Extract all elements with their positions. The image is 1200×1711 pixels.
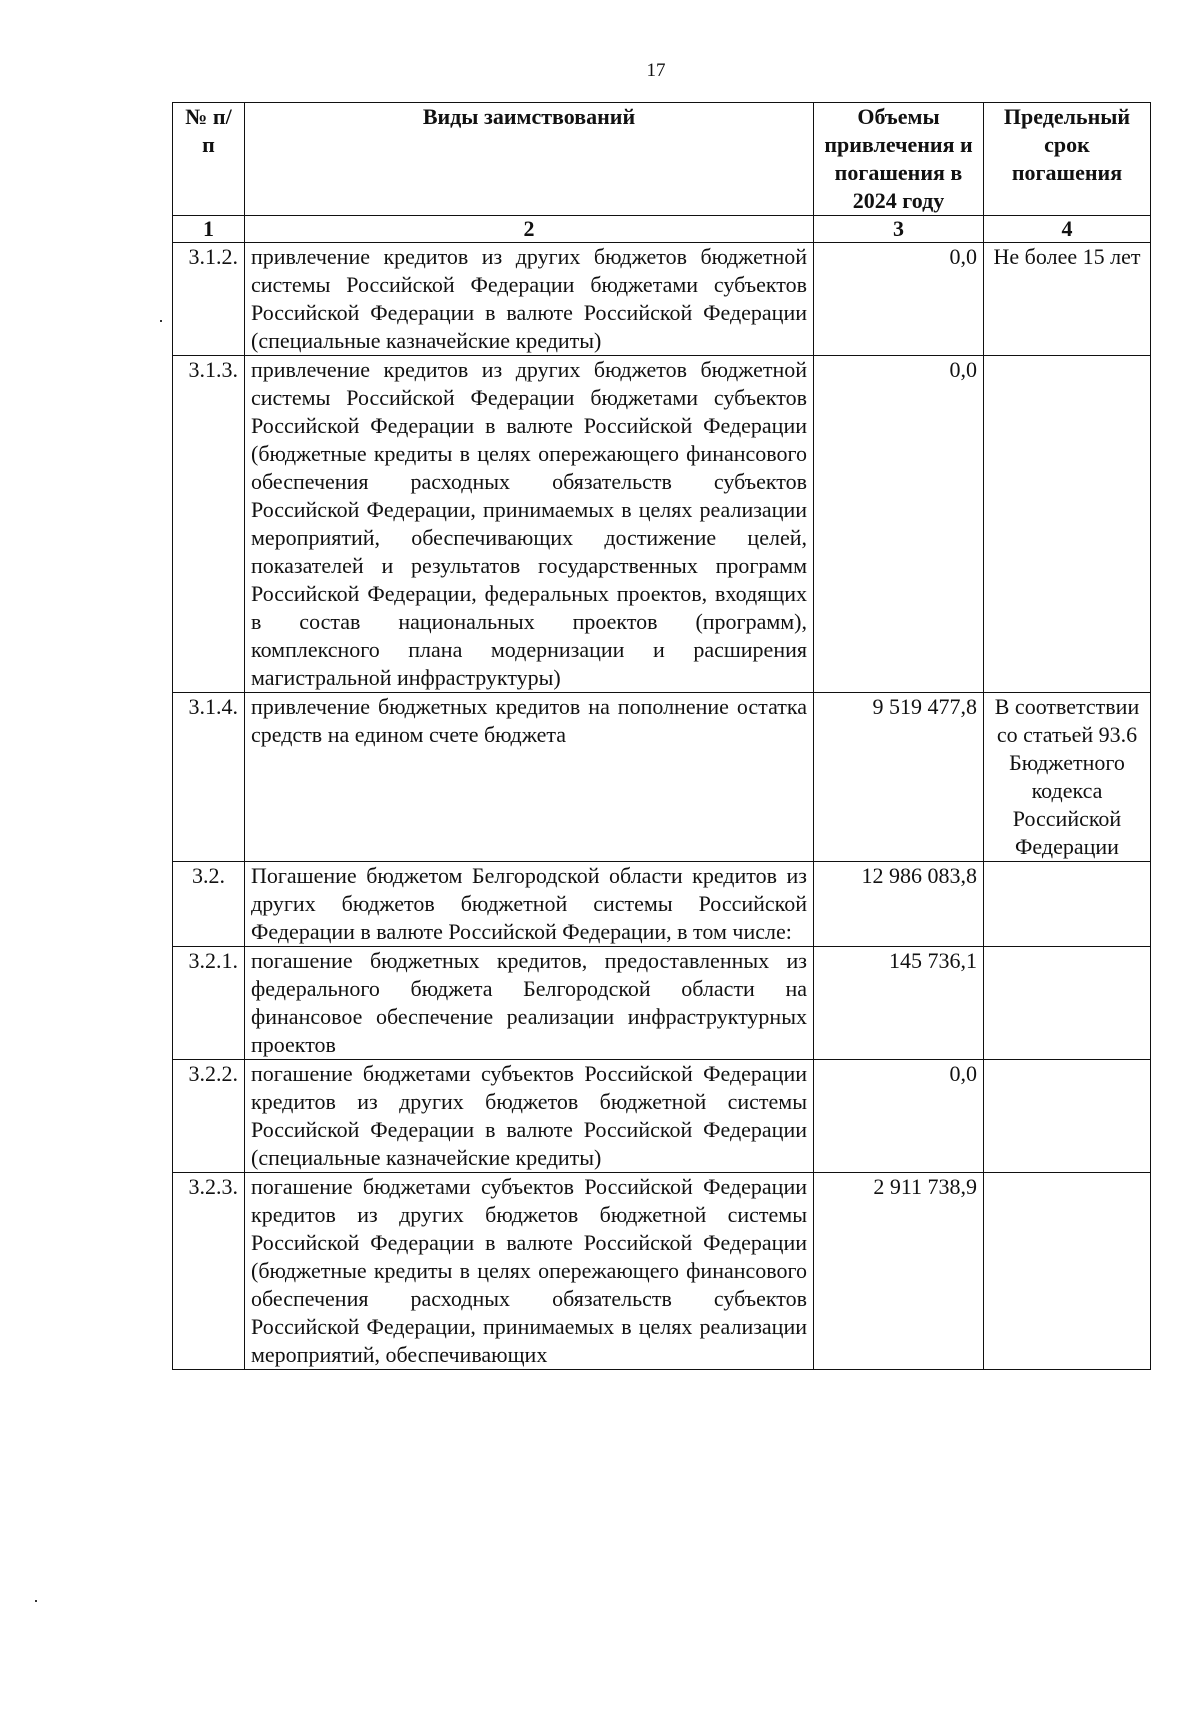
row-amount: 2 911 738,9 xyxy=(814,1173,984,1370)
row-amount: 0,0 xyxy=(814,243,984,356)
row-limit xyxy=(984,1060,1151,1173)
row-text: привлечение кредитов из других бюджетов бюджетной системы Российской Федерации бюджетами субъектов Российской Федерации в валюте Российской Федерации (бюджетные кредиты в целях опережающего финансового обеспечения расходных обязательств субъектов Российской Федерации, принимаемых в целях реализации мероприятий, обеспечивающих достижение целей, показателей и результатов государственных программ Российской Федерации, федеральных проектов, входящих в состав национальных проектов (программ), комплексного плана модернизации и расширения магистральной инфраструктуры) xyxy=(245,356,814,693)
column-number: 2 xyxy=(245,216,814,243)
row-text: привлечение бюджетных кредитов на пополнение остатка средств на едином счете бюджета xyxy=(245,693,814,862)
row-number: 3.2. xyxy=(173,862,245,947)
table-header-row xyxy=(173,103,1151,216)
column-number: 3 xyxy=(814,216,984,243)
row-limit: Не более 15 лет xyxy=(984,243,1151,356)
row-amount: 12 986 083,8 xyxy=(814,862,984,947)
header-kind: Виды заимствований xyxy=(245,103,814,216)
row-text: привлечение кредитов из других бюджетов бюджетной системы Российской Федерации бюджетами субъектов Российской Федерации в валюте Российской Федерации (специальные казначейские кредиты) xyxy=(245,243,814,356)
table-row xyxy=(173,693,1151,862)
row-text: Погашение бюджетом Белгородской области кредитов из других бюджетов бюджетной системы Российской Федерации в валюте Российской Федерации, в том числе: xyxy=(245,862,814,947)
column-number: 4 xyxy=(984,216,1151,243)
row-number: 3.1.4. xyxy=(173,693,245,862)
header-limit: Предельный срок погашения xyxy=(984,103,1151,216)
header-no: № п/п xyxy=(173,103,245,216)
table-row xyxy=(173,356,1151,693)
row-limit xyxy=(984,862,1151,947)
row-amount: 0,0 xyxy=(814,356,984,693)
table-row xyxy=(173,947,1151,1060)
row-amount: 9 519 477,8 xyxy=(814,693,984,862)
row-number: 3.2.1. xyxy=(173,947,245,1060)
column-number-row xyxy=(173,216,1151,243)
row-limit xyxy=(984,947,1151,1060)
borrowing-table xyxy=(172,102,1151,1370)
row-limit: В соответствии со статьей 93.6 Бюджетного кодекса Российской Федерации xyxy=(984,693,1151,862)
table-row xyxy=(173,243,1151,356)
scan-speck xyxy=(160,320,162,322)
row-limit xyxy=(984,356,1151,693)
scan-speck xyxy=(35,1600,37,1602)
row-number: 3.2.3. xyxy=(173,1173,245,1370)
page-number: 17 xyxy=(646,60,666,81)
table-row xyxy=(173,862,1151,947)
row-number: 3.2.2. xyxy=(173,1060,245,1173)
row-number: 3.1.2. xyxy=(173,243,245,356)
column-number: 1 xyxy=(173,216,245,243)
row-text: погашение бюджетных кредитов, предоставленных из федерального бюджета Белгородской области на финансовое обеспечение реализации инфраструктурных проектов xyxy=(245,947,814,1060)
row-text: погашение бюджетами субъектов Российской Федерации кредитов из других бюджетов бюджетной системы Российской Федерации в валюте Российской Федерации (бюджетные кредиты в целях опережающего финансового обеспечения расходных обязательств субъектов Российской Федерации, принимаемых в целях реализации мероприятий, обеспечивающих xyxy=(245,1173,814,1370)
header-volume: Объемы привлечения и погашения в 2024 году xyxy=(814,103,984,216)
table-row xyxy=(173,1173,1151,1370)
row-text: погашение бюджетами субъектов Российской Федерации кредитов из других бюджетов бюджетной системы Российской Федерации в валюте Российской Федерации (специальные казначейские кредиты) xyxy=(245,1060,814,1173)
table-row xyxy=(173,1060,1151,1173)
row-amount: 145 736,1 xyxy=(814,947,984,1060)
row-limit xyxy=(984,1173,1151,1370)
row-amount: 0,0 xyxy=(814,1060,984,1173)
row-number: 3.1.3. xyxy=(173,356,245,693)
